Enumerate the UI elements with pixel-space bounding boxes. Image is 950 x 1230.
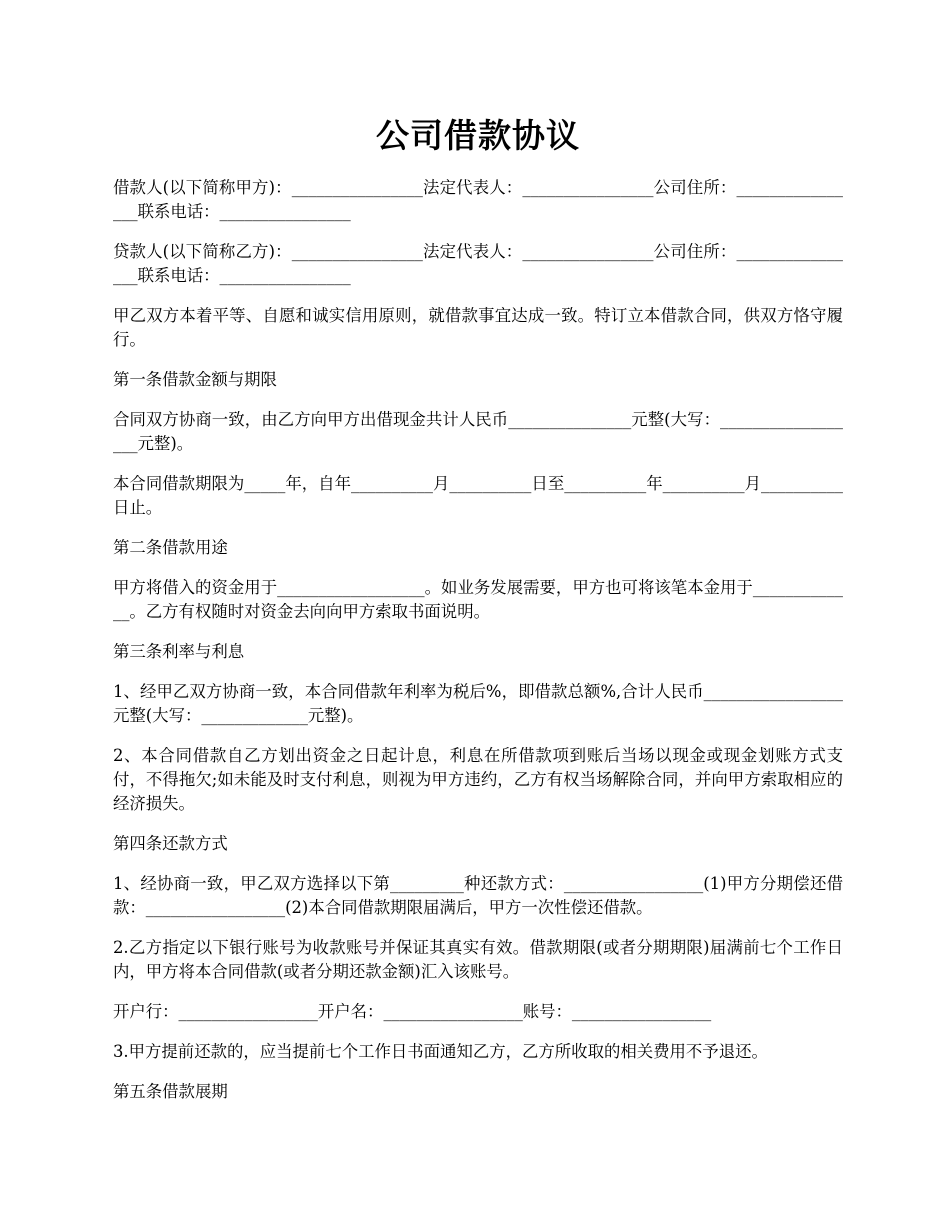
section-heading-1: 第一条借款金额与期限	[113, 370, 277, 389]
document-title: 公司借款协议	[376, 116, 580, 155]
bank-details-line: 开户行：_________________开户名：_________________账号：_________________	[113, 1002, 712, 1021]
lender-info: 贷款人(以下简称乙方)：________________法定代表人：________________公司住所：________________联系电话：________________	[113, 242, 843, 285]
loan-purpose-clause: 甲方将借入的资金用于__________________。如业务发展需要，甲方也可将该笔本金用于_____________。乙方有权随时对资金去向向甲方索取书面说明。	[113, 578, 843, 621]
section-heading-3: 第三条利率与利息	[113, 642, 245, 661]
repayment-method-clause: 1、经协商一致，甲乙双方选择以下第_________种还款方式：_________________(1)甲方分期偿还借款：_________________(2)本合同借款期限届满后，甲方一次性偿还借款。	[113, 874, 843, 917]
interest-rate-clause: 1、经甲乙双方协商一致，本合同借款年利率为税后%，即借款总额%,合计人民币_________________元整(大写：_____________元整)。	[113, 682, 843, 725]
loan-amount-clause: 合同双方协商一致，由乙方向甲方出借现金共计人民币_______________元整(大写：__________________元整)。	[113, 410, 843, 453]
interest-payment-clause: 2、本合同借款自乙方划出资金之日起计息，利息在所借款项到账后当场以现金或现金划账方式支付，不得拖欠;如未能及时支付利息，则视为甲方违约，乙方有权当场解除合同，并向甲方索取相应的经济损失。	[113, 746, 843, 813]
section-heading-4: 第四条还款方式	[113, 834, 228, 853]
section-heading-5: 第五条借款展期	[113, 1082, 228, 1101]
bank-account-clause: 2.乙方指定以下银行账号为收款账号并保证其真实有效。借款期限(或者分期期限)届满前七个工作日内，甲方将本合同借款(或者分期还款金额)汇入该账号。	[113, 938, 843, 981]
loan-term-clause: 本合同借款期限为_____年，自年__________月__________日至__________年__________月__________日止。	[113, 474, 843, 517]
document-page	[113, 108, 843, 1120]
section-heading-2: 第二条借款用途	[113, 538, 228, 557]
preamble: 甲乙双方本着平等、自愿和诚实信用原则，就借款事宜达成一致。特订立本借款合同，供双方恪守履行。	[113, 306, 843, 349]
borrower-info: 借款人(以下简称甲方)：________________法定代表人：________________公司住所：________________联系电话：________________	[113, 178, 843, 221]
early-repayment-clause: 3.甲方提前还款的，应当提前七个工作日书面通知乙方，乙方所收取的相关费用不予退还。	[113, 1042, 768, 1061]
